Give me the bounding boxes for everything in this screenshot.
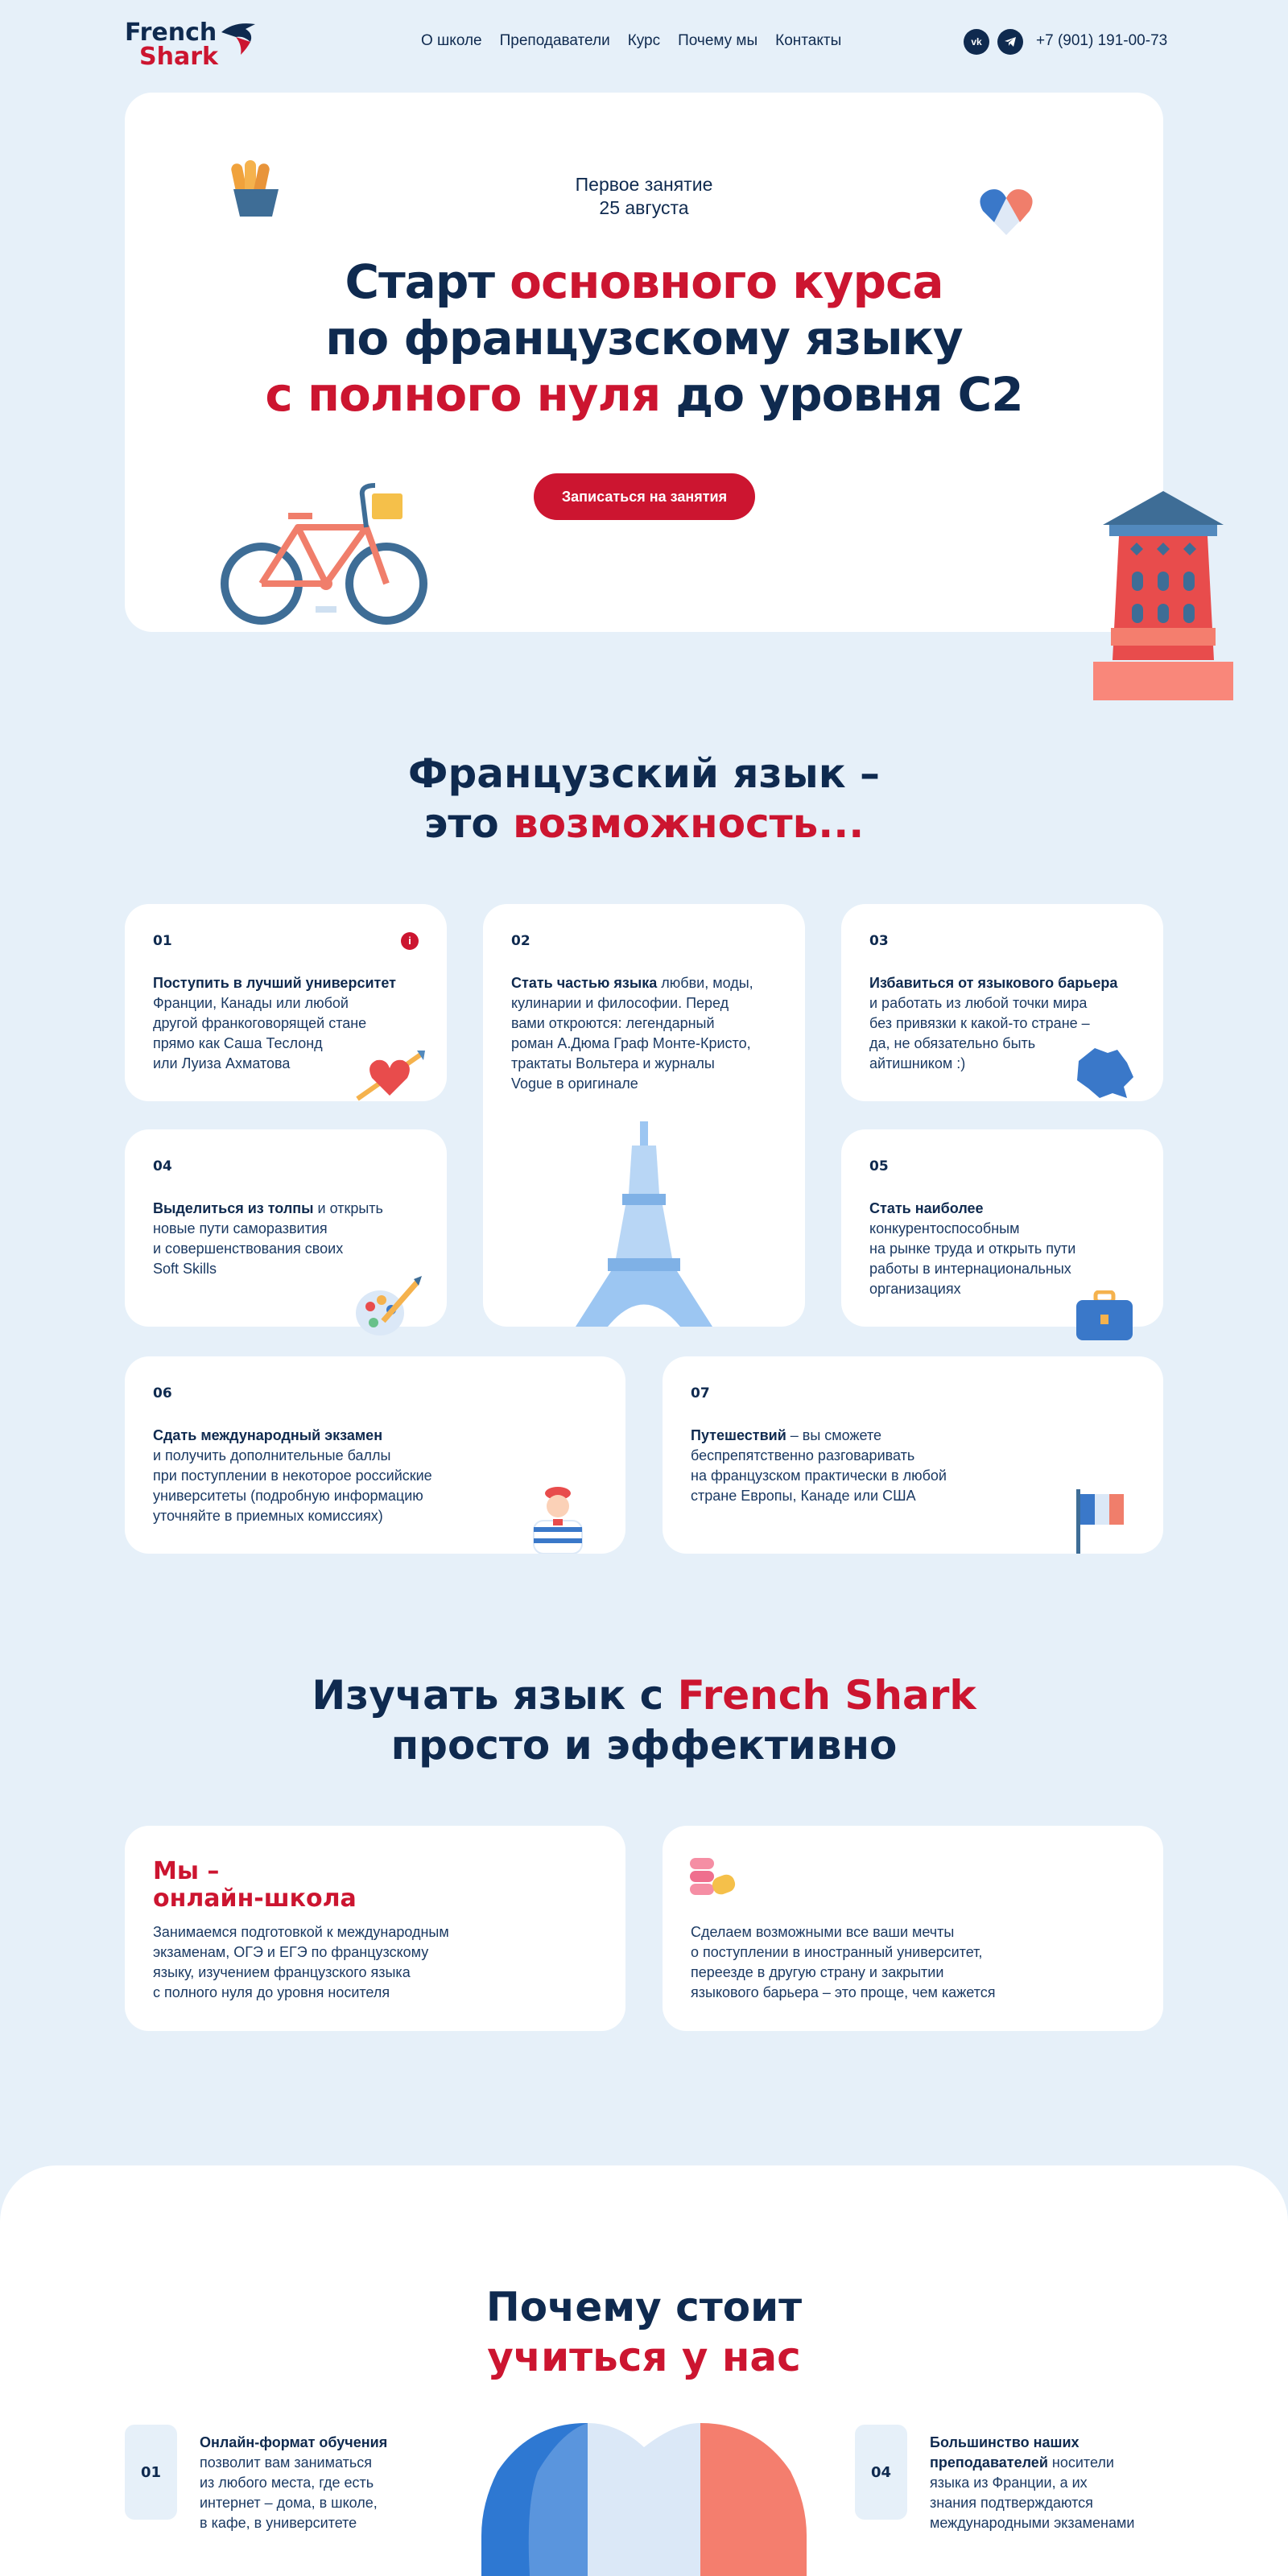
text-line: Сдать международный экзамен — [153, 1427, 383, 1443]
signup-button[interactable]: Записаться на занятия — [534, 473, 755, 520]
opportunity-card-04 — [125, 1129, 447, 1327]
text-line: беспрепятственно разговаривать — [691, 1447, 915, 1463]
card-number: 01 — [153, 933, 172, 949]
text-line: языкового барьера – это проще, чем кажется — [691, 1984, 996, 2000]
why-item-number: 04 — [855, 2425, 907, 2520]
text-line: и совершенствования своих — [153, 1241, 344, 1257]
why-item-01 — [125, 2425, 398, 2531]
heart-flag-illustration — [481, 2423, 807, 2576]
social-links — [964, 29, 1023, 55]
nav-about[interactable]: О школе — [421, 32, 482, 49]
easy-title-line2: просто и эффективно — [390, 1722, 898, 1769]
hero-title-segment: основного курса — [510, 254, 943, 309]
text-line: Выделиться из толпы и открыть — [153, 1200, 383, 1216]
france-flag-icon — [1073, 1489, 1129, 1554]
text-line: знания подтверждаются — [930, 2495, 1093, 2511]
phone-link[interactable]: +7 (901) 191-00-73 — [1036, 32, 1168, 49]
text-line: с полного нуля до уровня носителя — [153, 1984, 390, 2000]
hero-title — [125, 254, 1163, 423]
brand-line1: French — [125, 19, 217, 47]
macarons-icon — [688, 1855, 741, 1899]
text-line: позволит вам заниматься — [200, 2454, 372, 2471]
card-number: 04 — [153, 1158, 172, 1174]
text-line: Занимаемся подготовкой к международным — [153, 1924, 449, 1940]
text-line: Стать наиболее — [869, 1200, 984, 1216]
text-line: Большинство наших — [930, 2434, 1080, 2450]
why-title-line2: учиться у нас — [487, 2334, 801, 2380]
brand-line2: Shark — [139, 43, 218, 71]
briefcase-icon — [1075, 1290, 1135, 1343]
text-line: стране Европы, Канаде или США — [691, 1488, 916, 1504]
first-lesson-day: 25 августа — [599, 197, 689, 218]
card-number: 07 — [691, 1385, 710, 1402]
why-item-text — [930, 2433, 1171, 2533]
text-line: организациях — [869, 1281, 961, 1297]
heart-arrow-icon — [354, 1049, 427, 1105]
info-icon[interactable]: i — [401, 932, 419, 950]
nav-teachers[interactable]: Преподаватели — [499, 32, 610, 49]
card-text — [691, 1426, 947, 1506]
opportunity-title-line1: Французский язык – — [407, 750, 881, 797]
text-line: айтишником :) — [869, 1055, 966, 1071]
card-number: 06 — [153, 1385, 172, 1402]
text-line: из любого места, где есть — [200, 2475, 374, 2491]
text-line: Сделаем возможными все ваши мечты — [691, 1924, 955, 1940]
text-line: другой франкоговорящей стане — [153, 1015, 367, 1031]
hero-title-line — [125, 254, 1163, 310]
nav-course[interactable]: Курс — [627, 32, 661, 49]
hero-title-segment: с полного нуля — [265, 367, 661, 422]
why-title-line1: Почему стоит — [485, 2284, 803, 2330]
french-person-icon — [527, 1485, 588, 1554]
text-line: языка из Франции, а их — [930, 2475, 1088, 2491]
text-line: о поступлении в иностранный университет, — [691, 1944, 983, 1960]
card-text — [869, 1199, 1075, 1299]
first-lesson-label: Первое занятие — [575, 174, 713, 195]
main-nav — [421, 32, 841, 50]
text-line: прямо как Саша Теслонд — [153, 1035, 323, 1051]
text-line: преподавателей носители — [930, 2454, 1114, 2471]
text-line: при поступлении в некоторое российские — [153, 1468, 432, 1484]
opportunity-title — [0, 749, 1288, 848]
text-line: вами откроются: легендарный — [511, 1015, 715, 1031]
text-line: работы в интернациональных — [869, 1261, 1071, 1277]
site-header — [0, 0, 1288, 89]
online-school-card — [125, 1826, 625, 2031]
opportunity-card-03 — [841, 904, 1163, 1101]
card-text — [153, 1199, 383, 1279]
online-school-text — [153, 1922, 449, 2003]
text-line: языку, изучением французского языка — [153, 1964, 411, 1980]
map-icon — [1071, 1045, 1139, 1101]
text-line: да, не обязательно быть — [869, 1035, 1036, 1051]
text-line: и получить дополнительные баллы — [153, 1447, 391, 1463]
text-line: роман А.Дюма Граф Монте-Кристо, — [511, 1035, 751, 1051]
text-line: уточняйте в приемных комиссиях) — [153, 1508, 383, 1524]
text-line: или Луиза Ахматова — [153, 1055, 291, 1071]
text-line: Франции, Канады или любой — [153, 995, 349, 1011]
text-line: новые пути саморазвития — [153, 1220, 328, 1236]
nav-why-us[interactable]: Почему мы — [678, 32, 758, 49]
opportunity-card-07 — [663, 1356, 1163, 1554]
text-line: на рынке труда и открыть пути — [869, 1241, 1076, 1257]
opportunity-title-line2: это возможность... — [423, 800, 865, 847]
text-line: Soft Skills — [153, 1261, 217, 1277]
hero-card — [125, 93, 1163, 632]
easy-title-line1: Изучать язык с French Shark — [312, 1672, 976, 1719]
text-line: университеты (подробную информацию — [153, 1488, 423, 1504]
text-line: Vogue в оригинале — [511, 1075, 638, 1092]
dreams-text — [691, 1922, 995, 2003]
text-line: Поступить в лучший университет — [153, 975, 396, 991]
hero-title-segment: до уровня С2 — [660, 367, 1023, 422]
text-line: трактаты Вольтера и журналы — [511, 1055, 715, 1071]
text-line: без привязки к какой-то стране – — [869, 1015, 1090, 1031]
card-number: 03 — [869, 933, 889, 949]
palette-icon — [354, 1274, 423, 1339]
text-line: Стать частью языка любви, моды, — [511, 975, 753, 991]
tower-icon — [1087, 491, 1240, 700]
vk-icon[interactable]: vk — [964, 29, 989, 55]
card-number: 02 — [511, 933, 530, 949]
opportunity-card-06 — [125, 1356, 625, 1554]
text-line: Избавиться от языкового барьера — [869, 975, 1118, 991]
bread-icon — [225, 157, 290, 221]
bicycle-icon — [217, 471, 435, 632]
text-line: кулинарии и философии. Перед — [511, 995, 729, 1011]
card-text — [511, 973, 753, 1094]
hero-title-line — [125, 366, 1163, 423]
text-line: Путешествий – вы сможете — [691, 1427, 882, 1443]
text-line: международными экзаменами — [930, 2515, 1135, 2531]
hero-title-line — [125, 310, 1163, 366]
text-line: конкурентоспособным — [869, 1220, 1020, 1236]
brand-logo[interactable] — [125, 18, 262, 71]
text-line: в кафе, в университете — [200, 2515, 357, 2531]
easy-title — [0, 1670, 1288, 1770]
eiffel-tower-icon — [568, 1121, 720, 1327]
shark-icon — [218, 18, 260, 58]
hero-title-segment: по французскому языку — [325, 311, 963, 365]
why-title — [0, 2282, 1288, 2382]
text-line: Онлайн-формат обучения — [200, 2434, 388, 2450]
card-number: 05 — [869, 1158, 889, 1174]
dreams-card — [663, 1826, 1163, 2031]
opportunity-card-01 — [125, 904, 447, 1101]
opportunity-card-05 — [841, 1129, 1163, 1327]
hero-title-segment: Старт — [345, 254, 510, 309]
why-item-04 — [855, 2425, 1161, 2531]
why-item-text — [200, 2433, 393, 2533]
why-item-number: 01 — [125, 2425, 177, 2520]
text-line: на французском практически в любой — [691, 1468, 947, 1484]
online-school-title: Мы – онлайн-школа — [153, 1857, 357, 1913]
text-line: и работать из любой точки мира — [869, 995, 1088, 1011]
text-line: экзаменам, ОГЭ и ЕГЭ по французскому — [153, 1944, 429, 1960]
opportunity-card-02 — [483, 904, 805, 1327]
text-line: интернет – дома, в школе, — [200, 2495, 378, 2511]
heart-flag-icon — [978, 185, 1034, 237]
nav-contacts[interactable]: Контакты — [775, 32, 842, 49]
text-line: переезде в другую страну и закрытии — [691, 1964, 944, 1980]
telegram-icon[interactable] — [997, 29, 1023, 55]
card-text — [153, 1426, 432, 1526]
